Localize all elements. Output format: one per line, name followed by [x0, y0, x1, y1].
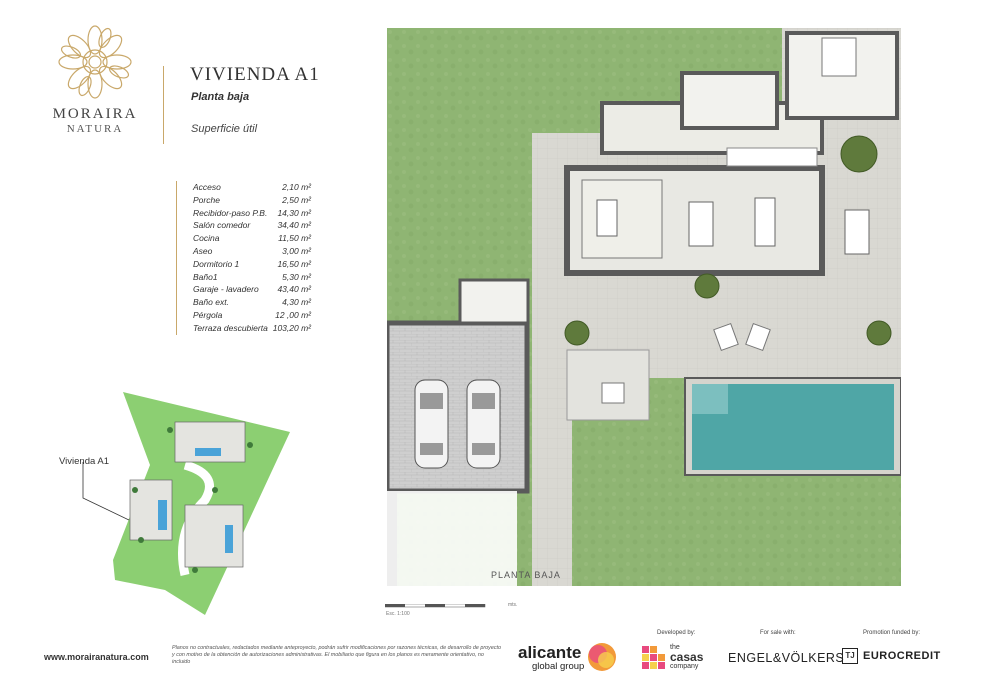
- eurocredit-name: EUROCREDIT: [863, 650, 941, 662]
- casas-squares-icon: [642, 646, 666, 670]
- page-title: VIVIENDA A1: [190, 64, 320, 85]
- pergola-table: [845, 210, 869, 254]
- area-name: Baño ext.: [193, 297, 229, 308]
- disclaimer: Planos no contractuales, redactados mediante anteproyecto, podrán sufrir modificaciones por razones técnicas, de desarrollo de proyecto y con motivo de la obtención de autorizaciones administrativas. El mobiliario que figura en los planos es meramente orientativo, no incluido: [172, 645, 502, 665]
- floor-plan: [387, 28, 901, 586]
- logo: [40, 22, 150, 135]
- sofa: [755, 198, 775, 246]
- casas-name: casas: [670, 650, 704, 664]
- area-name: Terraza descubierta: [193, 322, 268, 333]
- area-row: [193, 258, 311, 271]
- area-name: Cocina: [193, 233, 220, 244]
- area-row: [193, 271, 311, 284]
- area-value: 4,30 m²: [282, 297, 311, 308]
- site-pool: [158, 500, 167, 530]
- area-name: Dormitorio 1: [193, 258, 240, 269]
- path: [532, 318, 572, 586]
- for-sale-label: For sale with:: [760, 630, 796, 636]
- tree: [841, 136, 877, 172]
- eurocredit-badge: TJ: [842, 648, 858, 664]
- bathroom: [682, 73, 777, 128]
- site-pool: [195, 448, 221, 456]
- area-name: Porche: [193, 194, 220, 205]
- casas-logo: [642, 644, 703, 671]
- area-name: Garaje - lavadero: [193, 284, 259, 295]
- scale-text: Esc. 1:100: [386, 611, 410, 617]
- site-pool: [225, 525, 233, 553]
- area-value: 11,50 m²: [278, 233, 311, 244]
- divider: [163, 66, 164, 144]
- area-value: 2,50 m²: [282, 194, 311, 205]
- alicante-circle-icon: [587, 642, 617, 672]
- site-pointer: [83, 462, 129, 520]
- casas-company: company: [670, 663, 699, 670]
- car: [415, 380, 448, 468]
- area-row: [193, 181, 311, 194]
- area-name: Acceso: [193, 182, 221, 192]
- scale-unit: mts.: [508, 602, 518, 608]
- engel-volkers-logo: ENGEL&VÖLKERS: [728, 651, 845, 665]
- garage: [387, 323, 527, 491]
- area-value: 3,00 m²: [282, 245, 311, 256]
- area-name: Aseo: [193, 245, 213, 256]
- area-row: [193, 194, 311, 207]
- area-value: 43,40 m²: [277, 284, 311, 295]
- area-row: [193, 322, 311, 335]
- pool-steps: [692, 384, 728, 414]
- area-name: Recibidor-paso P.B.: [193, 207, 268, 218]
- kitchen: [582, 180, 662, 258]
- area-name: Salón comedor: [193, 220, 251, 231]
- area-row: [193, 296, 311, 309]
- promotion-label: Promotion funded by:: [863, 630, 921, 636]
- mandala-icon: [55, 22, 135, 102]
- area-row: [193, 232, 311, 245]
- dining-table: [689, 202, 713, 246]
- site-label: Vivienda A1: [59, 456, 110, 467]
- alicante-name: alicante: [518, 643, 582, 662]
- plan-label: PLANTA BAJA: [491, 570, 561, 580]
- area-value: 2,10 m²: [282, 182, 311, 192]
- surface-label: Superficie útil: [191, 123, 258, 135]
- brand-name: MORAIRA: [52, 106, 138, 122]
- area-value: 16,50 m²: [277, 258, 311, 269]
- area-value: 12 ,00 m²: [275, 309, 311, 320]
- alicante-logo: [518, 644, 584, 672]
- page-subtitle: Planta baja: [191, 91, 250, 103]
- area-name: Baño1: [193, 271, 218, 282]
- area-name: Pérgola: [193, 309, 223, 320]
- bed: [822, 38, 856, 76]
- tree: [867, 321, 891, 345]
- area-row: [193, 283, 311, 296]
- developed-by-label: Developed by:: [657, 630, 696, 636]
- area-value: 14,30 m²: [277, 207, 311, 218]
- area-table: [176, 181, 311, 335]
- coffee-table: [602, 383, 624, 403]
- website-link[interactable]: www.morairanatura.com: [44, 652, 149, 662]
- area-row: [193, 207, 311, 220]
- casas-the: the: [670, 644, 680, 651]
- tree: [695, 274, 719, 298]
- car: [467, 380, 500, 468]
- area-row: [193, 309, 311, 322]
- area-value: 34,40 m²: [277, 220, 311, 231]
- area-value: 103,20 m²: [272, 322, 311, 333]
- stairs: [727, 148, 817, 166]
- area-row: [193, 219, 311, 232]
- eurocredit-logo: [842, 648, 941, 664]
- site-house: [185, 505, 243, 567]
- site-map: [55, 390, 300, 620]
- tree: [565, 321, 589, 345]
- area-row: [193, 245, 311, 258]
- alicante-sub: global group: [532, 661, 585, 672]
- brand-sub: NATURA: [66, 123, 124, 135]
- area-value: 5,30 m²: [282, 271, 311, 282]
- kitchen-island: [597, 200, 617, 236]
- bath-ext: [460, 280, 528, 323]
